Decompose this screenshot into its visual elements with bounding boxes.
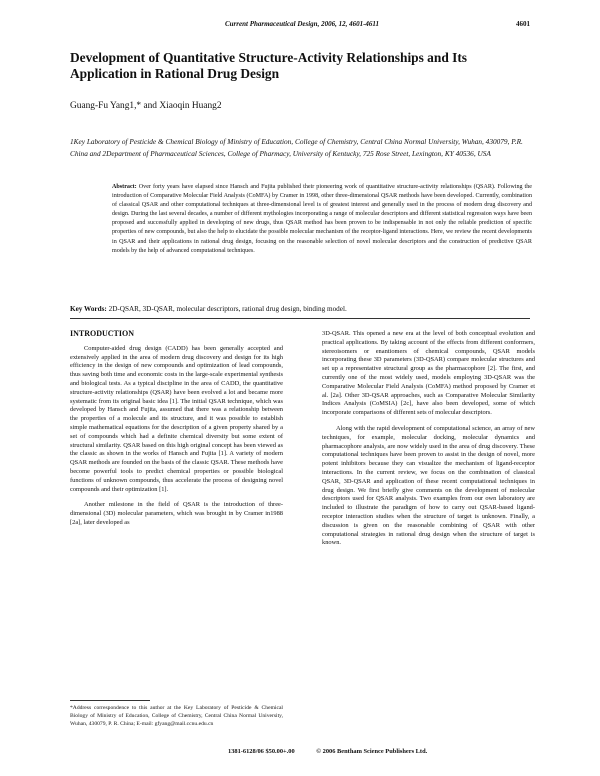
abstract-text: Over forty years have elapsed since Hansch and Fujita published their pioneering work of quantitative structure-activity relationships (QSAR). Following the introduction of Comparative Molecular Field Analysis (CoMFA) by Cramer in 1998, other three-dimensional QSAR methods have been developed. Currently, combination of classical QSAR and other computational techniques at three-dimensional level is of greatest interest and generally used in the process of modern drug discovery and design. During the last several decades, a number of different mythologies incorporating a range of molecular descriptors and different statistical regression ways have been proposed and successfully applied in developing of new drugs, thus QSAR method has been proven to be indispensable in not only the reliable prediction of specific properties of new compounds, but also the help to elucidate the possible molecular mechanism of the receptor-ligand interactions. Here, we review the recent developments in QSAR and their applications in rational drug design, focusing on the reasonable selection of novel molecular descriptors and the construction of predictive QSAR models by the help of advanced computational techniques. xyxy=(112,184,533,254)
keywords xyxy=(70,305,347,313)
copyright: © 2006 Bentham Science Publishers Ltd. xyxy=(316,748,428,755)
left-column xyxy=(70,330,283,535)
abstract xyxy=(112,183,532,256)
abstract-label: Abstract: xyxy=(112,184,137,190)
page-number: 4601 xyxy=(516,20,530,28)
issn-price: 1381-6128/06 $50.00+.00 xyxy=(228,748,295,755)
body-paragraph: Computer-aided drug design (CADD) has been generally accepted and extensively applied in the area of modern drug discovery and design for its high efficiency in the design of new compounds and optimization of lead compounds, thus saving both time and economic costs in the large-scale experimental synthesis and biological tests. As a typical discipline in the area of CADD, the quantitative structure-activity relationships (QSAR) have been evolved a lot and became more systematic from its original basic idea [1]. The initial QSAR technique, which was developed by Hansch and Fujita, assumed that there was a relationship between the properties of a molecule and its structure, and it was possible to establish simple mathematical equations for the description of a given property shared by a set of compounds which had a definite chemical diversity but some extent of structural similarity. QSAR based on this high original concept has been viewed as the classic as shown in the works of Hansch and Fujita [1]. A variety of modern QSAR methods are founded on the basis of the classic QSAR. These methods have become powerful tools to predict chemical properties or possible biological functions of unknown compounds, thus accelerate the process of designing novel compounds and their optimization [1]. xyxy=(70,344,283,493)
body-paragraph: Another milestone in the field of QSAR is the introduction of three-dimensional (3D) molecular parameters, which was brought in by Cramer in1988 [2a], later developed as xyxy=(70,501,283,526)
running-header xyxy=(70,20,530,32)
keywords-text: 2D-QSAR, 3D-QSAR, molecular descriptors, rational drug design, binding model. xyxy=(108,305,347,313)
section-divider xyxy=(70,318,530,319)
body-paragraph: Along with the rapid development of computational science, an array of new techniques, for example, molecular docking, molecular dynamics and pharmacophore analysis, are now widely used in the area of drug discovery. These computational techniques have been proven to assist in the design of novel, more potent inhibitors because they can visualize the mechanism of ligand-receptor interactions. In the current review, we focus on the combination of classical QSAR, 3D-QSAR and application of these recent computational techniques in drug design. We first briefly give comments on the development of molecular descriptors used for QSAR analysis. Two examples from our own laboratory are included to illustrate the paradigm of how to carry out QSAR-based ligand-receptor interaction studies when the structure of target is unknown. Finally, a discussion is given on the reasonable combining of QSAR with other computational strategies in rational drug design when the structure of target is known. xyxy=(322,424,535,547)
page-footer xyxy=(228,748,447,755)
keywords-label: Key Words: xyxy=(70,305,107,313)
paper-title: Development of Quantitative Structure-Activity Relationships and Its Application in Rational Drug Design xyxy=(70,50,467,81)
correspondence-footnote: *Address correspondence to this author at the Key Laboratory of Pesticide & Chemical Biology of Ministry of Education, College of Chemistry, Central China Normal University, Wuhan, 430079, P. R. China; E-mail: gfyang@mail.ccnu.edu.cn xyxy=(70,705,283,727)
right-column xyxy=(322,330,535,555)
section-heading: INTRODUCTION xyxy=(70,329,135,338)
author-list: Guang-Fu Yang1,* and Xiaoqin Huang2 xyxy=(70,101,222,111)
body-paragraph: 3D-QSAR. This opened a new era at the level of both conceptual evolution and practical applications. By taking account of the effects from different conformers, stereoisomers or enantiomers of chemical compounds, QSAR models incorporating these 3D parameters (3D-QSAR) compare molecular structures and set up a representative structural group as the pharmacophore [2]. The first, and currently one of the most widely used, models employing 3D-QSAR was the Comparative Molecular Field Analysis (CoMFA) method proposed by Cramer et al. [2a]. Other 3D-QSAR approaches, such as Comparative Molecular Similarity Indices Analysis (CoMSIA) [2c], have also been developed, some of which incorporate comparisons of different sets of molecular descriptors. xyxy=(322,330,535,417)
footnote-divider xyxy=(70,700,150,701)
affiliations: 1Key Laboratory of Pesticide & Chemical Biology of Ministry of Education, College of Chemistry, Central China Normal University, Wuhan, 430079, P.R. China and 2Department of Pharmaceutical Sciences, College of Pharmacy, University of Kentucky, 725 Rose Street, Lexington, KY 40536, USA xyxy=(70,137,523,158)
journal-citation: Current Pharmaceutical Design, 2006, 12, 4601-4611 xyxy=(225,20,380,28)
